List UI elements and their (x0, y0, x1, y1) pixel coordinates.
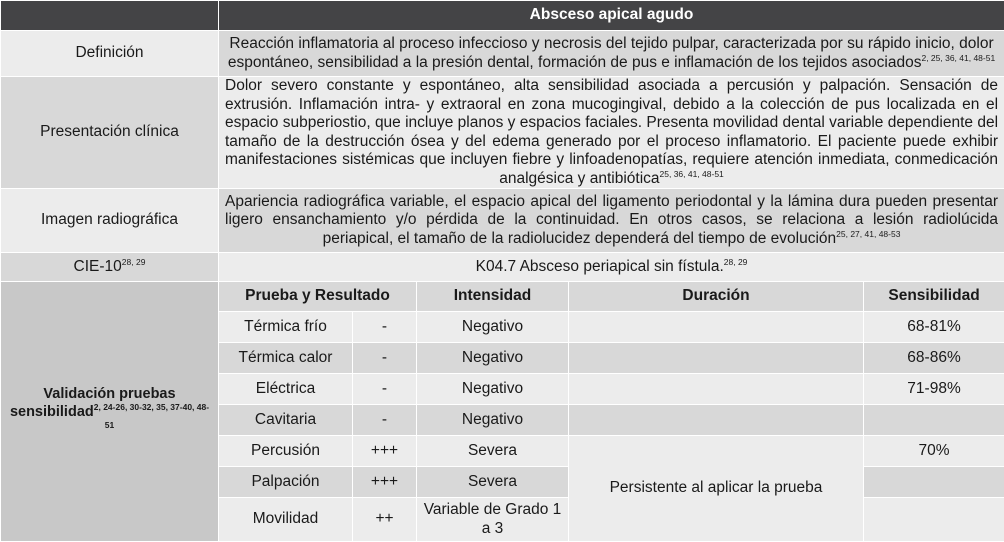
test-name: Palpación (219, 467, 353, 498)
test-name: Percusión (219, 436, 353, 467)
validation-label-ref: 2, 24-26, 30-32, 35, 37-40, 48-51 (94, 402, 209, 430)
cie-label-ref: 28, 29 (122, 257, 146, 267)
test-intensidad: Negativo (417, 405, 569, 436)
test-name: Térmica frío (219, 312, 353, 343)
cie-text: K04.7 Absceso periapical sin fístula. (476, 258, 724, 275)
header-duracion: Duración (569, 282, 864, 312)
test-duracion (569, 343, 864, 374)
definicion-ref: 2, 25, 36, 41, 48-51 (921, 52, 995, 62)
test-intensidad: Variable de Grado 1 a 3 (417, 498, 569, 542)
definicion-row (1, 31, 1004, 77)
cie-label-cell (1, 253, 219, 282)
header-prueba: Prueba y Resultado (219, 282, 417, 312)
imagen-row (1, 189, 1004, 253)
presentacion-row (1, 77, 1004, 189)
test-intensidad: Negativo (417, 343, 569, 374)
presentacion-ref: 25, 36, 41, 48-51 (660, 168, 724, 178)
test-result: - (353, 312, 417, 343)
title-blank-cell (1, 1, 219, 31)
test-intensidad: Severa (417, 467, 569, 498)
definicion-label: Definición (1, 31, 219, 77)
test-intensidad: Negativo (417, 374, 569, 405)
test-result: ++ (353, 498, 417, 542)
validation-label: Validación pruebas sensibilidad (10, 386, 176, 420)
definicion-text: Reacción inflamatoria al proceso infeccioso y necrosis del tejido pulpar, caracterizada por su rápido inicio, dolor espontáneo, sensibilidad a la presión dental, formación de pus e inflamación de los tejidos asociados (228, 35, 994, 71)
imagen-ref: 25, 27, 41, 48-53 (836, 229, 900, 239)
cie-row (1, 253, 1004, 282)
test-sensibilidad (864, 467, 1004, 498)
cie-label: CIE-10 (74, 258, 122, 275)
test-duracion (569, 374, 864, 405)
cie-text-cell (219, 253, 1004, 282)
test-result: - (353, 343, 417, 374)
test-intensidad: Severa (417, 436, 569, 467)
imagen-label: Imagen radiográfica (1, 189, 219, 253)
test-sensibilidad: 68-81% (864, 312, 1004, 343)
header-sensibilidad: Sensibilidad (864, 282, 1004, 312)
test-name: Movilidad (219, 498, 353, 542)
header-intensidad: Intensidad (417, 282, 569, 312)
test-duracion (569, 405, 864, 436)
test-duracion (569, 312, 864, 343)
presentacion-label: Presentación clínica (1, 77, 219, 189)
test-name: Cavitaria (219, 405, 353, 436)
test-intensidad: Negativo (417, 312, 569, 343)
test-result: - (353, 374, 417, 405)
test-sensibilidad (864, 405, 1004, 436)
validation-label-cell (1, 282, 219, 542)
test-result: +++ (353, 467, 417, 498)
table-title: Absceso apical agudo (219, 1, 1004, 31)
cie-ref: 28, 29 (724, 257, 748, 267)
test-name: Térmica calor (219, 343, 353, 374)
test-sensibilidad (864, 498, 1004, 542)
test-sensibilidad: 70% (864, 436, 1004, 467)
title-row (1, 1, 1004, 31)
test-result: +++ (353, 436, 417, 467)
duracion-persistente: Persistente al aplicar la prueba (569, 436, 864, 542)
presentacion-text-cell (219, 77, 1004, 189)
imagen-text-cell (219, 189, 1004, 253)
imagen-text: Apariencia radiográfica variable, el espacio apical del ligamento periodontal y la lámina dura pueden presentar ligero ensanchamiento y/o pérdida de la continuidad. En otros casos, se relaciona a lesión radiolúcida periapical, el tamaño de la radiolucidez dependerá del tiempo de evolución (225, 193, 998, 247)
validation-header-row (1, 282, 1004, 312)
test-sensibilidad: 71-98% (864, 374, 1004, 405)
test-result: - (353, 405, 417, 436)
definicion-text-cell (219, 31, 1004, 77)
test-sensibilidad: 68-86% (864, 343, 1004, 374)
presentacion-text: Dolor severo constante y espontáneo, alta sensibilidad asociada a percusión y palpación. Sensación de extrusión. Inflamación intra- y extraoral en zona mucogingival, debido a la colección de pus localizada en el espacio subperiostio, que incluye planos y espacios faciales. Presenta movilidad dental variable dependiente del tamaño de la destrucción ósea y del edema generado por el proceso inflamatorio. El paciente puede exhibir manifestaciones sistémicas que incluyen fiebre y linfoadenopatías, requiere atención inmediata, conmedicación analgésica y antibiótica (225, 77, 998, 187)
test-name: Eléctrica (219, 374, 353, 405)
